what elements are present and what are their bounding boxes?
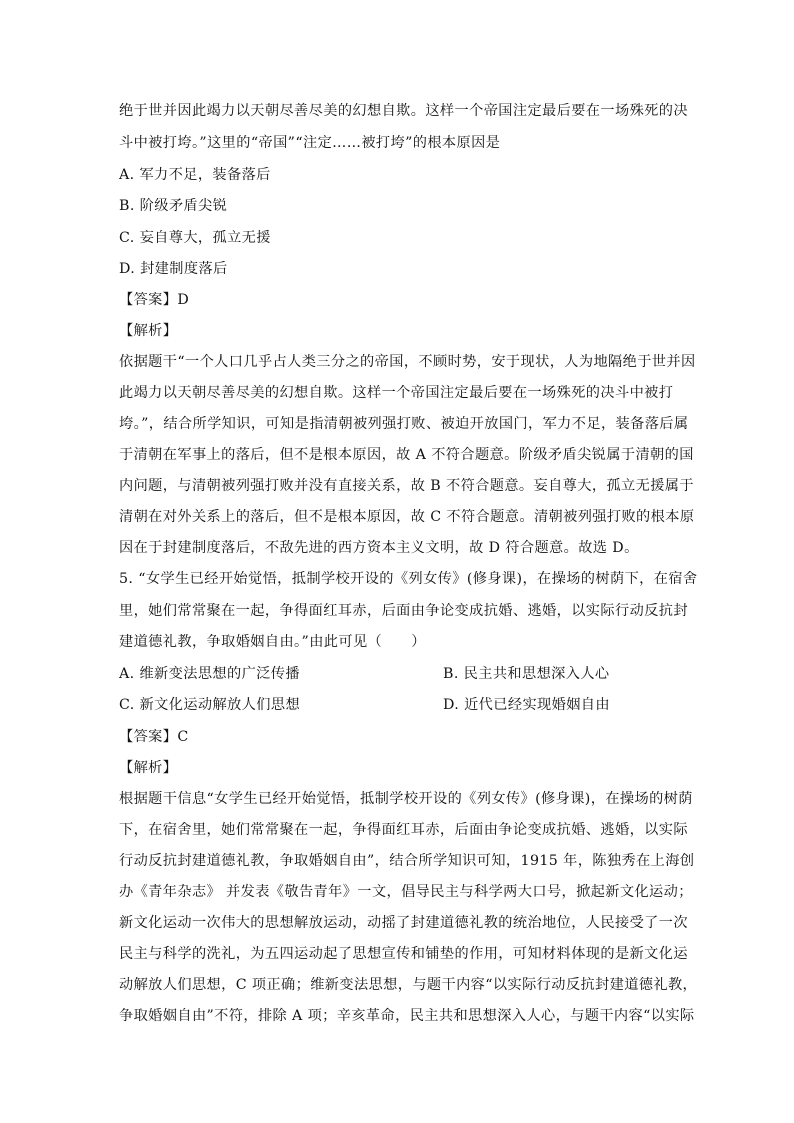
q5-stem-line-3: 建道德礼教，争取婚姻自由。”由此可见（ ） xyxy=(119,634,426,650)
q4-analysis-line-3: 垮。”，结合所学知识，可知是指清朝被列强打败、被迫开放国门，军力不足，装备落后属 xyxy=(119,416,689,432)
q4-option-d: D. 封建制度落后 xyxy=(119,261,228,277)
q4-analysis-line-7: 因在于封建制度落后，不敌先进的西方资本主义文明，故 D 符合题意。故选 D。 xyxy=(119,540,639,556)
q4-stem-line-1: 绝于世并因此竭力以天朝尽善尽美的幻想自欺。这样一个帝国注定最后要在一场殊死的决 xyxy=(119,103,688,119)
q5-stem-line-2: 里，她们常常聚在一起，争得面红耳赤，后面由争论变成抗婚、逃婚，以实际行动反抗封 xyxy=(119,603,688,619)
q5-analysis-line-3: 行动反抗封建道德礼教，争取婚姻自由”，结合所学知识可知，1915 年，陈独秀在上海创 xyxy=(119,853,695,869)
q5-analysis-label: 【解析】 xyxy=(119,760,178,776)
q5-analysis-line-1: 根据题干信息“女学生已经开始觉悟，抵制学校开设的《列女传》(修身课)，在操场的树荫 xyxy=(119,791,693,807)
q5-option-b: B. 民主共和思想深入人心 xyxy=(443,666,610,682)
q5-stem-line-1: 5. “女学生已经开始觉悟，抵制学校开设的《列女传》(修身课)，在操场的树荫下，在宿舍 xyxy=(119,571,698,587)
q5-analysis-line-2: 下，在宿舍里，她们常常聚在一起，争得面红耳赤，后面由争论变成抗婚、逃婚，以实际 xyxy=(119,822,688,838)
q4-option-b: B. 阶级矛盾尖锐 xyxy=(119,198,228,214)
q4-analysis-line-5: 内问题，与清朝被列强打败并没有直接关系，故 B 不符合题意。妄自尊大，孤立无援属于 xyxy=(119,478,694,494)
q5-option-a: A. 维新变法思想的广泛传播 xyxy=(119,666,300,682)
q4-analysis-line-4: 于清朝在军事上的落后，但不是根本原因，故 A 不符合题意。阶级矛盾尖锐属于清朝的国 xyxy=(119,447,694,463)
q5-analysis-line-8: 争取婚姻自由”不符，排除 A 项；辛亥革命，民主共和思想深入人心，与题干内容“以实际 xyxy=(119,1008,695,1024)
q4-answer: 【答案】D xyxy=(119,292,190,308)
q5-analysis-line-7: 动解放人们思想，C 项正确；维新变法思想，与题干内容“以实际行动反抗封建道德礼教， xyxy=(119,977,698,993)
q4-analysis-label: 【解析】 xyxy=(119,323,178,339)
q4-analysis-line-1: 依据题干“一个人口几乎占人类三分之的帝国，不顾时势，安于现状，人为地隔绝于世并因 xyxy=(119,354,696,370)
q4-option-c: C. 妄自尊大，孤立无援 xyxy=(119,230,271,246)
q5-option-c: C. 新文化运动解放人们思想 xyxy=(119,697,301,713)
q5-answer: 【答案】C xyxy=(119,729,189,745)
q4-stem-line-2: 斗中被打垮。”这里的“帝国”“注定……被打垮”的根本原因是 xyxy=(119,135,501,151)
q4-analysis-line-6: 清朝在对外关系上的落后，但不是根本原因，故 C 不符合题意。清朝被列强打败的根本原 xyxy=(119,509,695,525)
q5-option-d: D. 近代已经实现婚姻自由 xyxy=(443,697,610,713)
q5-analysis-line-5: 新文化运动一次伟大的思想解放运动，动摇了封建道德礼教的统治地位，人民接受了一次 xyxy=(119,915,688,931)
q5-analysis-line-6: 民主与科学的洗礼，为五四运动起了思想宣传和铺垫的作用，可知材料体现的是新文化运 xyxy=(119,946,688,962)
q4-option-a: A. 军力不足，装备落后 xyxy=(119,167,271,183)
q4-analysis-line-2: 此竭力以天朝尽善尽美的幻想自欺。这样一个帝国注定最后要在一场殊死的决斗中被打 xyxy=(119,385,674,401)
q5-analysis-line-4: 办《青年杂志》 并发表《敬告青年》一文，倡导民主与科学两大口号，掀起新文化运动； xyxy=(119,884,693,900)
